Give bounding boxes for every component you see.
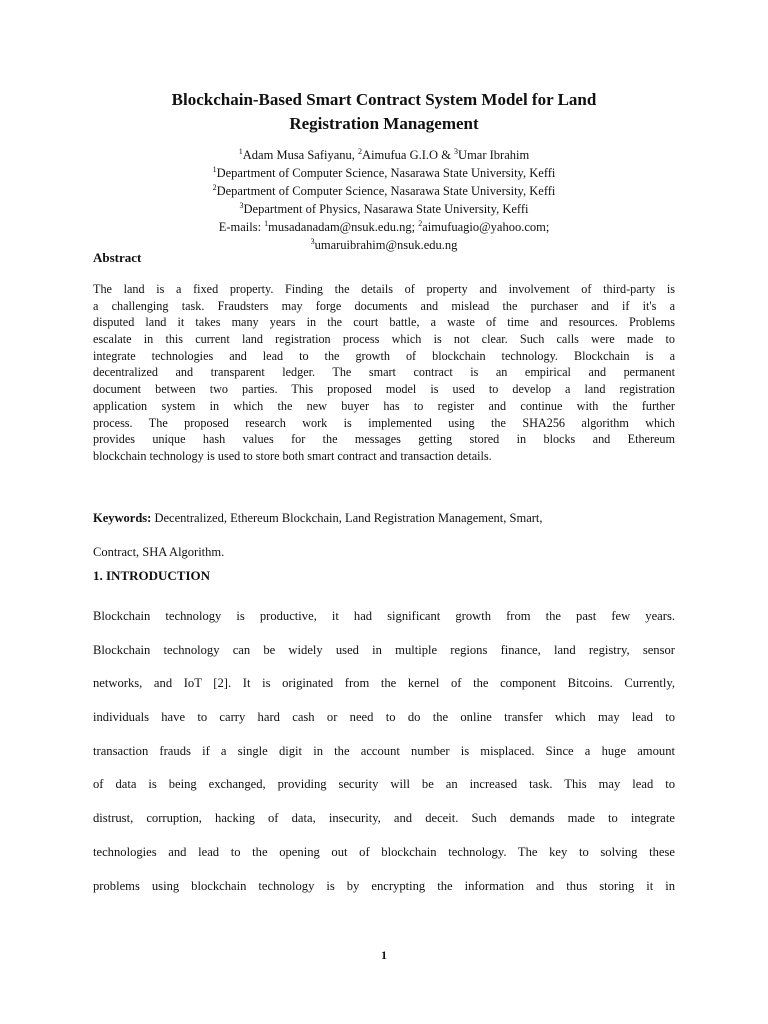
affiliation-1 bbox=[84, 164, 684, 182]
emails-prefix: E-mails: bbox=[218, 220, 265, 234]
author-1-name: Adam Musa Safiyanu, bbox=[242, 148, 359, 162]
abstract-line: application system in which the new buyer has to register and continue with the further bbox=[93, 398, 675, 413]
abstract-line: document between two parties. This proposed model is used to develop a land registration bbox=[93, 382, 675, 397]
section-heading-introduction: 1. INTRODUCTION bbox=[93, 568, 211, 583]
abstract-line: blockchain technology is used to store both smart contract and transaction details. bbox=[93, 448, 492, 463]
author-2-marker: 2 bbox=[358, 147, 363, 157]
affiliation-2-text: Department of Computer Science, Nasarawa State University, Keffi bbox=[216, 184, 556, 198]
affiliation-3-marker: 3 bbox=[239, 201, 244, 211]
email-3-marker: 3 bbox=[310, 237, 315, 247]
author-2-name: Aimufua G.I.O & bbox=[362, 148, 455, 162]
abstract-line: escalate in this current land registration process which is not clear. Such calls were made to bbox=[93, 332, 675, 347]
paper-title-line-1: Blockchain-Based Smart Contract System Model for Land bbox=[171, 90, 597, 109]
abstract-line: disputed land it takes many years in the court battle, a waste of time and resources. Problems bbox=[93, 315, 675, 330]
abstract-line: provides unique hash values for the messages getting stored in blocks and Ethereum bbox=[93, 432, 675, 447]
keywords-block bbox=[93, 501, 675, 569]
author-names bbox=[84, 146, 684, 164]
introduction-line: transaction frauds if a single digit in the account number is misplaced. Since a huge amount bbox=[93, 743, 675, 758]
paper-title bbox=[84, 88, 684, 136]
author-3-marker: 3 bbox=[454, 147, 459, 157]
keywords-text-1: Decentralized, Ethereum Blockchain, Land Registration Management, Smart, bbox=[151, 511, 543, 525]
author-1-marker: 1 bbox=[238, 147, 243, 157]
email-3: umaruibrahim@nsuk.edu.ng bbox=[314, 238, 458, 252]
keywords-label: Keywords: bbox=[93, 511, 152, 525]
affiliation-3 bbox=[84, 200, 684, 218]
introduction-line: individuals have to carry hard cash or need to do the online transfer which may lead to bbox=[93, 710, 675, 725]
email-1: musadanadam@nsuk.edu.ng; bbox=[268, 220, 419, 234]
introduction-line: distrust, corruption, hacking of data, insecurity, and deceit. Such demands made to integrate bbox=[93, 811, 675, 826]
keywords-line-2: Contract, SHA Algorithm. bbox=[93, 545, 225, 559]
abstract-heading: Abstract bbox=[93, 250, 142, 265]
abstract-line: The land is a fixed property. Finding the details of property and involvement of third-party is bbox=[93, 282, 675, 296]
email-1-marker: 1 bbox=[264, 219, 269, 229]
author-3-name: Umar Ibrahim bbox=[458, 148, 530, 162]
affiliation-2 bbox=[84, 182, 684, 200]
email-line-2 bbox=[84, 236, 684, 254]
abstract-line: a challenging task. Fraudsters may forge documents and mislead the purchaser and if it's a bbox=[93, 298, 675, 313]
email-line bbox=[84, 218, 684, 236]
introduction-line: problems using blockchain technology is by encrypting the information and thus storing it in bbox=[93, 878, 675, 893]
introduction-line: Blockchain technology can be widely used in multiple regions finance, land registry, sensor bbox=[93, 642, 675, 657]
email-2-marker: 2 bbox=[418, 219, 423, 229]
page-number: 1 bbox=[381, 948, 387, 962]
author-block bbox=[84, 146, 684, 254]
abstract-line: process. The proposed research work is implemented using the SHA256 algorithm which bbox=[93, 415, 675, 430]
introduction-body bbox=[93, 600, 675, 903]
paper-title-line-2: Registration Management bbox=[289, 114, 479, 133]
affiliation-1-text: Department of Computer Science, Nasarawa State University, Keffi bbox=[216, 166, 556, 180]
abstract-line: decentralized and transparent ledger. The smart contract is an empirical and permanent bbox=[93, 365, 675, 380]
introduction-line: of data is being exchanged, providing security will be an increased task. This may lead to bbox=[93, 777, 675, 792]
keywords-line-1 bbox=[93, 501, 675, 535]
affiliation-3-text: Department of Physics, Nasarawa State University, Keffi bbox=[243, 202, 529, 216]
introduction-line: networks, and IoT [2]. It is originated from the kernel of the component Bitcoins. Currently, bbox=[93, 676, 675, 691]
affiliation-2-marker: 2 bbox=[212, 183, 217, 193]
abstract-line: integrate technologies and lead to the growth of blockchain technology. Blockchain is a bbox=[93, 348, 675, 363]
introduction-line: technologies and lead to the opening out of blockchain technology. The key to solving these bbox=[93, 844, 675, 859]
abstract-body bbox=[93, 281, 675, 465]
email-2: aimufuagio@yahoo.com; bbox=[422, 220, 550, 234]
affiliation-1-marker: 1 bbox=[212, 165, 217, 175]
introduction-line: Blockchain technology is productive, it had significant growth from the past few years. bbox=[93, 609, 675, 623]
